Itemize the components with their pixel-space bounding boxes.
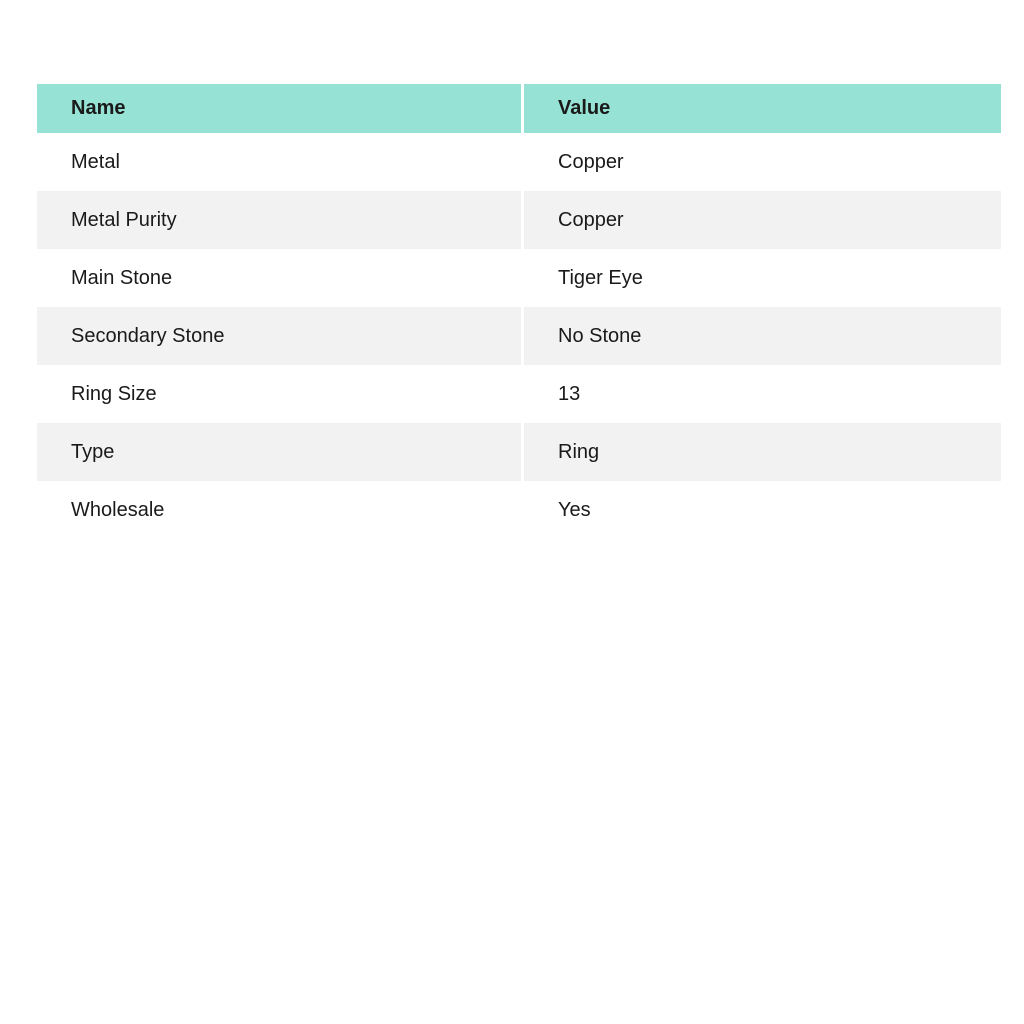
column-header-value: Value bbox=[558, 97, 611, 119]
table-row bbox=[37, 133, 1001, 191]
attribute-value: Yes bbox=[558, 498, 591, 521]
attribute-value: Tiger Eye bbox=[558, 266, 643, 289]
table-header-row bbox=[37, 84, 1001, 133]
table-row bbox=[37, 481, 1001, 539]
attribute-name: Metal bbox=[37, 133, 524, 191]
attribute-value: Copper bbox=[558, 208, 624, 231]
attribute-name: Wholesale bbox=[37, 481, 524, 539]
attribute-value: Copper bbox=[558, 150, 624, 173]
table-row bbox=[37, 249, 1001, 307]
product-attributes-table bbox=[37, 84, 1001, 539]
column-header-name: Name bbox=[37, 84, 524, 133]
attribute-value: 13 bbox=[558, 382, 581, 405]
table-row bbox=[37, 191, 1001, 249]
table-row bbox=[37, 423, 1001, 481]
table-row bbox=[37, 307, 1001, 365]
attribute-name: Type bbox=[37, 423, 524, 481]
attribute-name: Metal Purity bbox=[37, 191, 524, 249]
attribute-name: Ring Size bbox=[37, 365, 524, 423]
table-row bbox=[37, 365, 1001, 423]
attribute-name: Main Stone bbox=[37, 249, 524, 307]
attribute-value: Ring bbox=[558, 440, 600, 463]
attribute-value: No Stone bbox=[558, 324, 642, 347]
attribute-name: Secondary Stone bbox=[37, 307, 524, 365]
